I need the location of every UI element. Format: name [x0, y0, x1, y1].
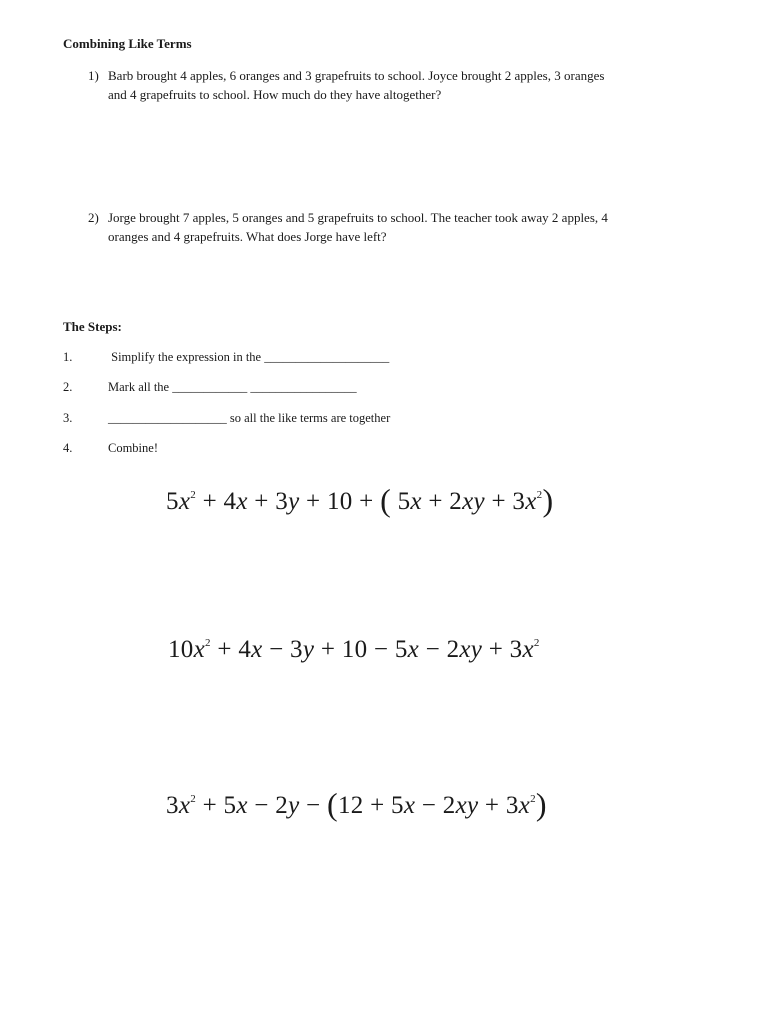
page-title: Combining Like Terms: [63, 36, 192, 51]
step-3: [63, 411, 390, 426]
step-text: ___________________ so all the like terms are together: [108, 411, 391, 425]
expression-2: $10x^2 + 4x - 3y + 10 - 5x - 2xy + 3x^2$: [168, 636, 540, 663]
step-text: Combine!: [108, 441, 158, 455]
step-1: [63, 350, 389, 365]
step-number: 1.: [63, 350, 73, 364]
problem-text: Barb brought 4 apples, 6 oranges and 3 grapefruits to school. Joyce brought 2 apples, 3 oranges and 4 grapefruits to school. How much do they have altogether?: [108, 68, 605, 102]
steps-heading: The Steps:: [63, 319, 122, 334]
problem-text: Jorge brought 7 apples, 5 oranges and 5 grapefruits to school. The teacher took away 2 apples, 4 oranges and 4 grapefruits. What does Jorge have left?: [108, 210, 608, 244]
step-number: 3.: [63, 411, 73, 425]
problem-number: 2): [88, 210, 99, 225]
step-4: [63, 441, 158, 456]
word-problem-2: [88, 208, 608, 246]
step-text: Mark all the ____________ _________________: [108, 380, 357, 394]
expression-1: $5x^2 + 4x + 3y + 10$ + ( $5x + 2xy + 3x^2$): [166, 482, 554, 518]
problem-number: 1): [88, 68, 99, 83]
step-2: [63, 380, 357, 395]
step-number: 4.: [63, 441, 73, 455]
step-number: 2.: [63, 380, 73, 394]
step-text: Simplify the expression in the ____________________: [108, 350, 390, 364]
expression-3: $3x^2 + 5x - 2y - (12 + 5x - 2xy + 3x^2)$: [166, 786, 547, 822]
word-problem-1: [88, 66, 608, 104]
